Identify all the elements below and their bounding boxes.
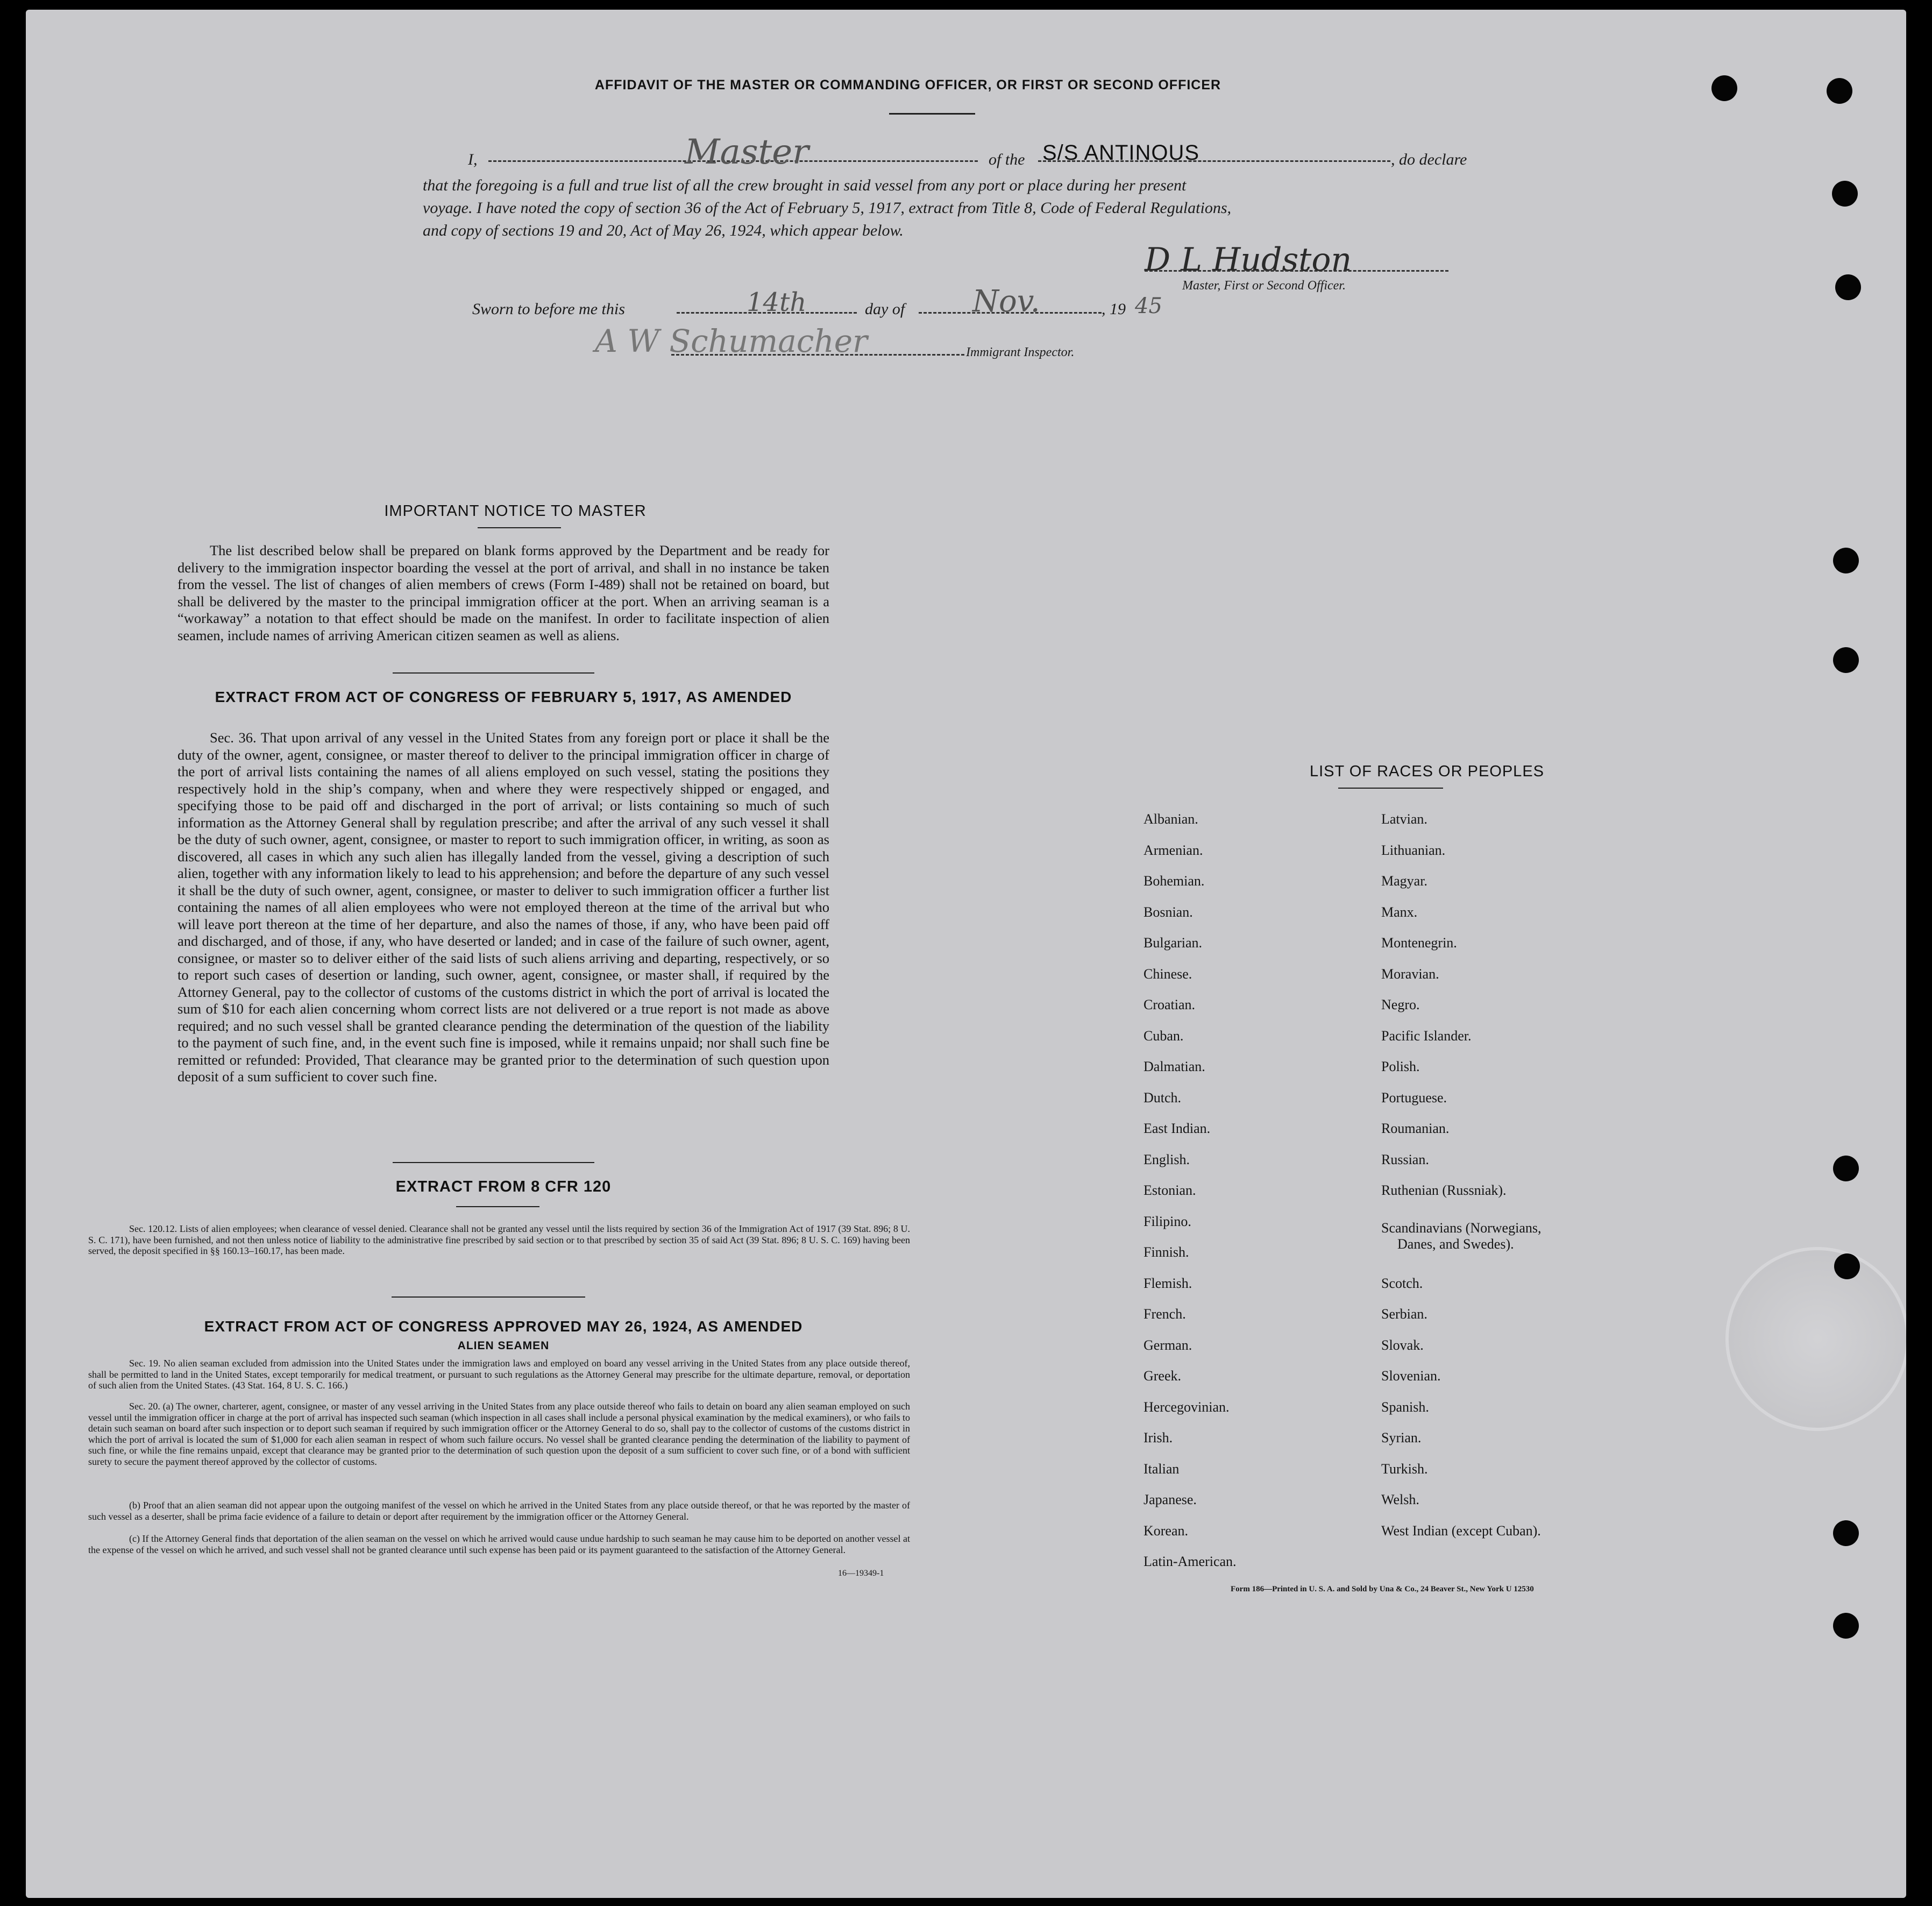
form-number: 16—19349-1	[838, 1569, 884, 1578]
race-item: Latvian.	[1381, 811, 1427, 827]
affidavit-i: I,	[468, 151, 478, 168]
race-item: Magyar.	[1381, 873, 1427, 889]
notice-title: IMPORTANT NOTICE TO MASTER	[384, 502, 647, 520]
race-item: Manx.	[1381, 904, 1418, 920]
race-item: Scandinavians (Norwegians,	[1381, 1220, 1542, 1236]
sworn-text: Sworn to before me this	[472, 300, 625, 318]
binder-hole	[1832, 181, 1858, 207]
race-item: Irish.	[1143, 1430, 1173, 1446]
race-item: Albanian.	[1143, 811, 1198, 827]
race-item: Armenian.	[1143, 842, 1203, 858]
binder-hole	[1711, 75, 1737, 101]
document-page	[26, 10, 1906, 1898]
race-item: Dalmatian.	[1143, 1059, 1205, 1074]
affidavit-line-3: voyage. I have noted the copy of section 36 of the Act of February 5, 1917, extract from Title 8, Code of Federal Regulations,	[423, 199, 1232, 217]
race-item: Russian.	[1381, 1151, 1429, 1167]
extract-cfr-title: EXTRACT FROM 8 CFR 120	[395, 1178, 612, 1195]
extract-1917-title: EXTRACT FROM ACT OF CONGRESS OF FEBRUARY 5, 1917, AS AMENDED	[215, 689, 792, 705]
master-signature-caption: Master, First or Second Officer.	[1182, 279, 1346, 293]
extract-1917-body: Sec. 36. That upon arrival of any vessel in the United States from any foreign port or place it shall be the duty of the owner, agent, consignee, or master thereof to deliver to the principal immigration officer in charge of the port of arrival lists containing the names of all aliens employed on such vessel, stating the positions they respectively hold in the ship’s company, when and where they were respectively shipped or engaged, and specifying those to be paid off and discharged in the port of arrival; or lists containing so much of such information as the Attorney General shall by regulation prescribe; and after the arrival of any such vessel it shall be the duty of such owner, agent, consignee, or master to report to such immigration officer, in writing, as soon as discovered, all cases in which any such alien has illegally landed from the vessel, giving a description of such alien, together with any information likely to lead to his apprehension; and before the departure of any such vessel it shall be the duty of such owner, agent, consignee, or master to deliver to such immigration officer a further list containing the names of all alien employees who were not employed thereon at the time of the arrival but who will leave port thereon at the time of her departure, and also the names of those, if any, who have been paid off and discharged, and of those, if any, who have deserted or landed; and in case of the failure of such owner, agent, consignee, or master so to deliver either of the said lists of such aliens arriving and departing, respectively, or so to report such cases of desertion or landing, such owner, agent, consignee, or master shall, if required by the Attorney General, pay to the collector of customs of the customs district in which the port of arrival is located the sum of $10 for each alien concerning whom correct lists are not delivered or a true report is not made as above required; and no such vessel shall be granted clearance pending the determination of the question of the liability to the payment of such fine, and, in the event such fine is imposed, while it remains unpaid; nor shall such fine be remitted or refunded: Provided, That clearance may be granted prior to the determination of such question upon deposit of a sum sufficient to cover such fine.	[177, 729, 829, 1085]
notice-body: The list described below shall be prepared on blank forms approved by the Department and be ready for delivery to the immigration inspector boarding the vessel at the port of arrival, and shall in no instance be taken from the vessel. The list of changes of alien members of crews (Form I-489) shall not be retained on board, but shall be delivered by the master to the principal immigration officer at the port. When an arriving seaman is a “workaway” a notation to that effect should be made on the manifest. In order to facilitate inspection of alien seamen, include names of arriving American citizen seamen as well as aliens.	[177, 542, 829, 643]
extract-1924-subtitle: ALIEN SEAMEN	[457, 1340, 550, 1352]
race-item: Filipino.	[1143, 1213, 1191, 1229]
extract-1924-sec20b: (b) Proof that an alien seaman did not appear upon the outgoing manifest of the vessel on which he arrived in the United States from any place outside thereof, or that he was reported by the master of such vessel as a deserter, shall be prima facie evidence of a failure to detain or deport after requirement by the immigration officer or the Attorney General.	[88, 1500, 910, 1522]
race-item: Moravian.	[1381, 966, 1439, 982]
race-item: Serbian.	[1381, 1306, 1427, 1322]
races-column-2	[1381, 811, 1541, 1554]
extract-cfr-divider	[456, 1206, 539, 1207]
sworn-year-prefix: , 19	[1102, 300, 1126, 318]
affidavit-do-declare: , do declare	[1391, 151, 1467, 168]
race-item: Japanese.	[1143, 1492, 1197, 1507]
race-item: Turkish.	[1381, 1461, 1428, 1477]
affidavit-of-the: of the	[989, 151, 1025, 168]
race-item: Greek.	[1143, 1368, 1182, 1384]
binder-hole	[1827, 78, 1852, 104]
binder-hole	[1833, 647, 1859, 673]
race-item: Syrian.	[1381, 1430, 1422, 1446]
race-item: Slovak.	[1381, 1337, 1424, 1353]
race-item: West Indian (except Cuban).	[1381, 1522, 1541, 1539]
race-item: Roumanian.	[1381, 1121, 1450, 1136]
extract-1924-title: EXTRACT FROM ACT OF CONGRESS APPROVED MAY 26, 1924, AS AMENDED	[204, 1318, 803, 1335]
race-item: English.	[1143, 1151, 1190, 1167]
binder-hole	[1834, 1253, 1860, 1279]
vessel-name: S/S ANTINOUS	[1042, 141, 1200, 165]
race-item: Negro.	[1381, 997, 1420, 1012]
race-item: Scotch.	[1381, 1275, 1423, 1291]
race-item: Pacific Islander.	[1381, 1028, 1472, 1044]
race-item: Slovenian.	[1381, 1368, 1441, 1384]
race-item: Spanish.	[1381, 1399, 1429, 1415]
master-signature-line	[1145, 270, 1448, 272]
race-item: Flemish.	[1143, 1275, 1192, 1291]
sworn-day-of: day of	[865, 300, 905, 318]
race-item: Danes, and Swedes).	[1397, 1236, 1514, 1252]
notice-divider	[478, 527, 561, 528]
extract-cfr-body: Sec. 120.12. Lists of alien employees; when clearance of vessel denied. Clearance shall not be granted any vessel until the lists required by section 36 of the Immigration Act of 1917 (39 Stat. 896; 8 U. S. C. 171), have been furnished, and not then unless notice of liability to the administrative fine prescribed by said section or to that prescribed by section 35 of said Act (39 Stat. 896; 8 U. S. C. 169) having been served, the deposit specified in §§ 160.13–160.17, has been made.	[88, 1223, 910, 1256]
race-item: Croatian.	[1143, 997, 1196, 1012]
races-column-1	[1143, 811, 1237, 1585]
race-item: Italian	[1143, 1461, 1180, 1477]
race-item: Polish.	[1381, 1059, 1420, 1074]
notice-end-divider	[393, 672, 594, 674]
race-item: French.	[1143, 1306, 1186, 1322]
sworn-year-handwritten: 45	[1135, 294, 1162, 318]
race-item: Chinese.	[1143, 966, 1192, 982]
extract-1924-sec20a: Sec. 20. (a) The owner, charterer, agent, consignee, or master of any vessel arriving in the United States from any place outside thereof who fails to detain on board any alien seaman employed on such vessel until the immigration officer in charge at the port of arrival has inspected such seaman (which inspection in all cases shall include a personal physical examination by the medical examiners), or who fails to detain such seaman on board after such inspection or to deport such seaman if required by such immigration officer or the Attorney General to do so, shall pay to the collector of customs of the customs district in which the port of arrival is located the sum of $1,000 for each alien seaman in respect of whom such failure occurs. No vessel shall be granted clearance pending the determination of the liability to payment of such fine, or while the fine remains unpaid, except that clearance may be granted prior to the determination of such question upon the deposit of a sum sufficient to cover such fine, or of a bond with sufficient surety to secure the payment thereof approved by the collector of customs.	[88, 1401, 910, 1467]
master-signature: D L Hudston	[1145, 241, 1352, 279]
extract-cfr-end-divider	[392, 1296, 585, 1298]
race-item: Dutch.	[1143, 1089, 1182, 1106]
master-name-handwritten: Master	[685, 132, 809, 172]
race-item: Latin-American.	[1143, 1554, 1237, 1569]
binder-hole	[1833, 548, 1859, 573]
affidavit-divider	[889, 113, 975, 115]
race-item: German.	[1143, 1337, 1192, 1353]
race-item: Hercegovinian.	[1143, 1399, 1230, 1415]
race-item: Bulgarian.	[1143, 935, 1203, 951]
affidavit-title: AFFIDAVIT OF THE MASTER OR COMMANDING OFFICER, OR FIRST OR SECOND OFFICER	[594, 77, 1221, 93]
race-item: Lithuanian.	[1381, 842, 1446, 858]
race-item: Montenegrin.	[1381, 935, 1457, 951]
affidavit-line-2: that the foregoing is a full and true list of all the crew brought in said vessel from any port or place during her present	[423, 176, 1187, 194]
race-item: Estonian.	[1143, 1182, 1196, 1198]
binder-hole	[1835, 274, 1861, 300]
sworn-month-handwritten: Nov.	[972, 284, 1040, 319]
binder-hole	[1833, 1156, 1859, 1181]
affidavit-line-4: and copy of sections 19 and 20, Act of May 26, 1924, which appear below.	[423, 222, 904, 239]
binder-hole	[1833, 1520, 1859, 1546]
binder-hole	[1833, 1613, 1859, 1639]
race-item: East Indian.	[1143, 1121, 1211, 1136]
inspector-signature: A W Schumacher	[595, 323, 868, 359]
printer-imprint: Form 186—Printed in U. S. A. and Sold by Una & Co., 24 Beaver St., New York U 12530	[1231, 1585, 1534, 1593]
race-item: Bohemian.	[1143, 873, 1205, 889]
extract-1924-sec20c: (c) If the Attorney General finds that deportation of the alien seaman on the vessel on which he arrived would cause undue hardship to such seaman he may cause him to be deported on another vessel at the expense of the vessel on which he arrived, and such vessel shall not be granted clearance until such expense has been paid or its payment guaranteed to the satisfaction of the Attorney General.	[88, 1533, 910, 1555]
sworn-day-handwritten: 14th	[747, 287, 807, 317]
race-item: Korean.	[1143, 1522, 1189, 1539]
extract-1924-sec19: Sec. 19. No alien seaman excluded from admission into the United States under the immigration laws and employed on board any vessel arriving in the United States from any place outside thereof, shall be permitted to land in the United States, except temporarily for medical treatment, or pursuant to such regulations as the Attorney General may prescribe for the ultimate departure, removal, or deportation of such alien from the United States. (43 Stat. 164, 8 U. S. C. 166.)	[88, 1358, 910, 1391]
inspector-signature-line	[671, 354, 964, 356]
race-item: Portuguese.	[1381, 1089, 1447, 1106]
race-item: Welsh.	[1381, 1492, 1419, 1507]
extract-1917-end-divider	[393, 1162, 594, 1163]
inspector-caption: Immigrant Inspector.	[966, 345, 1075, 359]
race-item: Ruthenian (Russniak).	[1381, 1182, 1507, 1198]
race-item: Cuban.	[1143, 1028, 1184, 1044]
races-divider	[1338, 788, 1443, 789]
embossed-seal	[1725, 1247, 1906, 1431]
races-title: LIST OF RACES OR PEOPLES	[1309, 763, 1545, 780]
race-item: Finnish.	[1143, 1244, 1189, 1260]
race-item: Bosnian.	[1143, 904, 1193, 920]
